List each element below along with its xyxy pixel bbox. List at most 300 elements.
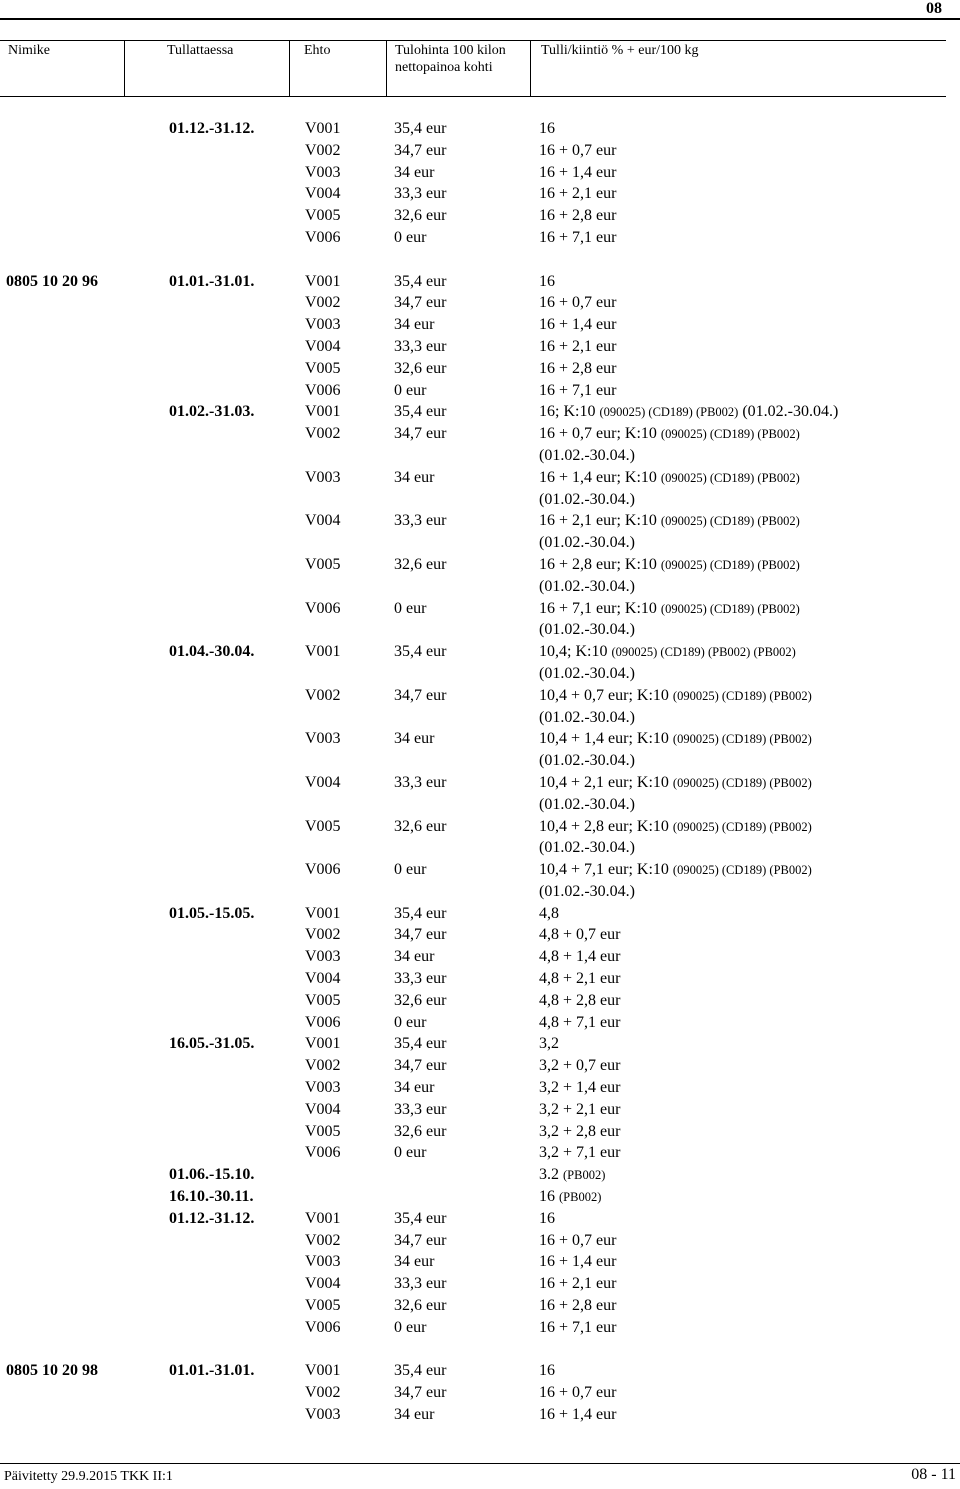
duty-rate [539,205,616,227]
duty-rate [539,162,616,184]
table-row [0,140,960,162]
condition-code: V004 [305,1275,341,1293]
entry-price: 35,4 eur [394,120,447,137]
condition-code: V006 [305,228,341,246]
table-row [0,1382,960,1404]
table-row [0,1099,960,1121]
entry-price: 34 eur [394,1406,435,1424]
duty-main: 10,4 + 7,1 eur; K:10 [539,861,669,879]
entry-price: 34,7 eur [394,1384,447,1402]
table-row [0,903,960,925]
table-row [0,598,960,620]
duty-rate [539,183,616,205]
duty-main: 16 + 2,1 eur; K:10 [539,512,657,530]
entry-price: 33,3 eur [394,185,447,203]
table-row [0,314,960,336]
duty-rate [539,859,812,882]
tariff-code: 0805 10 20 98 [6,1362,98,1380]
condition-code: V001 [305,120,341,137]
entry-price: 34,7 eur [394,294,447,312]
duty-rate [539,1317,616,1339]
duty-notes: (090025) (CD189) (PB002) [672,775,812,790]
condition-code: V003 [305,948,341,966]
duty-rate [539,1230,616,1252]
condition-code: V004 [305,1100,341,1118]
condition-code: V006 [305,861,341,879]
duty-rate [539,489,635,511]
duty-main: 16 + 1,4 eur; K:10 [539,468,657,486]
condition-code: V006 [305,381,341,399]
duty-main: (01.02.-30.04.) [539,664,635,682]
table-row [0,968,960,990]
table-row [0,532,960,554]
table-row [0,271,960,293]
duty-rate [539,598,800,621]
duty-notes: (090025) (CD189) (PB002) [660,601,800,616]
period: 16.05.-31.05. [169,1035,255,1053]
duty-rate [539,423,800,446]
entry-price: 35,4 eur [394,1362,447,1380]
duty-main: 16 + 1,4 eur [539,1406,617,1424]
table-row [0,1142,960,1164]
duty-rate [539,292,616,314]
entry-price: 35,4 eur [394,272,447,290]
duty-rate [539,881,635,903]
table-row [0,1121,960,1143]
duty-notes: (090025) (CD189) (PB002) [660,514,800,529]
duty-rate [539,990,620,1012]
duty-rate [539,1121,620,1143]
duty-rate [539,467,800,490]
duty-rate [539,619,635,641]
condition-code: V001 [305,272,341,290]
table-row [0,554,960,576]
table-row [0,1208,960,1230]
table-row [0,837,960,859]
condition-code: V003 [305,730,341,748]
condition-code: V001 [305,403,341,421]
duty-rate [539,271,555,293]
duty-rate [539,1186,601,1209]
duty-main: 10,4; K:10 [539,643,608,661]
duty-rate [539,1251,616,1273]
duty-main: 16 + 1,4 eur [539,163,617,181]
entry-price: 34 eur [394,468,435,486]
table-row [0,162,960,184]
entry-price: 0 eur [394,381,427,399]
entry-price: 33,3 eur [394,773,447,791]
table-header [0,40,946,97]
duty-rate [539,227,616,249]
duty-notes: (090025) (CD189) (PB002) [660,557,800,572]
duty-rate [539,1295,616,1317]
table-row [0,1339,960,1361]
period: 01.06.-15.10. [169,1166,255,1184]
duty-main: 10,4 + 2,8 eur; K:10 [539,817,669,835]
entry-price: 35,4 eur [394,1035,447,1053]
duty-rate [539,946,620,968]
duty-main: 4,8 + 2,8 eur [539,991,621,1009]
entry-price: 0 eur [394,861,427,879]
duty-rate [539,401,838,424]
duty-main: 16 + 7,1 eur; K:10 [539,599,657,617]
condition-code: V004 [305,970,341,988]
entry-price: 33,3 eur [394,1100,447,1118]
duty-rate [539,1012,620,1034]
condition-code: V006 [305,1318,341,1336]
table-row [0,401,960,423]
entry-price: 32,6 eur [394,359,447,377]
condition-code: V006 [305,1144,341,1162]
duty-rate [539,968,620,990]
duty-main: 3,2 [539,1035,559,1053]
table-row [0,924,960,946]
duty-rate [539,140,616,162]
duty-main: 16 + 2,1 eur [539,337,617,355]
duty-main: 4,8 + 0,7 eur [539,926,621,944]
condition-code: V005 [305,1297,341,1315]
duty-main: 3,2 + 7,1 eur [539,1144,621,1162]
duty-main: 16 + 1,4 eur [539,1253,617,1271]
duty-rate [539,336,616,358]
table-row [0,1360,960,1382]
condition-code: V002 [305,1231,341,1249]
duty-rate [539,1077,620,1099]
condition-code: V005 [305,359,341,377]
period: 01.01.-31.01. [169,1362,255,1380]
duty-rate [539,772,812,795]
duty-main: 16 [539,1209,555,1227]
entry-price: 32,6 eur [394,555,447,573]
table-row [0,641,960,663]
table-row [0,380,960,402]
table-row [0,1055,960,1077]
duty-main: 16 + 7,1 eur [539,228,617,246]
duty-rate [539,816,812,839]
duty-main: 16 + 2,1 eur [539,1275,617,1293]
duty-rate [539,1404,616,1426]
duty-rate [539,1164,605,1187]
period: 01.12.-31.12. [169,1209,255,1227]
duty-main: 16 [539,272,555,290]
duty-main: 3,2 + 0,7 eur [539,1057,621,1075]
entry-price: 32,6 eur [394,1297,447,1315]
entry-price: 34 eur [394,1253,435,1271]
table-row [0,728,960,750]
duty-main: 16 [539,1362,555,1380]
duty-notes: (090025) (CD189) (PB002) [672,863,812,878]
page-footer [0,1463,960,1489]
top-rule [0,18,960,20]
duty-main: 4,8 + 7,1 eur [539,1013,621,1031]
duty-main: (01.02.-30.04.) [539,752,635,770]
header-tullattaessa: Tullattaessa [125,41,290,97]
entry-price: 34,7 eur [394,425,447,443]
duty-main: (01.02.-30.04.) [539,534,635,552]
duty-rate [539,576,635,598]
duty-main: 16 + 2,1 eur [539,185,617,203]
period: 16.10.-30.11. [169,1188,254,1206]
condition-code: V005 [305,207,341,225]
condition-code: V002 [305,686,341,704]
duty-main: 10,4 + 1,4 eur; K:10 [539,730,669,748]
duty-main: 16 [539,120,555,137]
duty-main: 16 + 2,8 eur [539,207,617,225]
duty-main: 16 + 7,1 eur [539,1318,617,1336]
duty-main: 10,4 + 2,1 eur; K:10 [539,773,669,791]
duty-rate [539,924,620,946]
condition-code: V002 [305,1384,341,1402]
table-row [0,707,960,729]
condition-code: V001 [305,1362,341,1380]
duty-rate [539,445,635,467]
duty-notes: (090025) (CD189) (PB002) [672,688,812,703]
table-row [0,336,960,358]
header-tulohinta-line1: Tulohinta 100 kilon [395,43,506,58]
table-row [0,750,960,772]
table-row [0,467,960,489]
header-tulohinta-line2: nettopainoa kohti [395,60,493,75]
chapter-number: 08 [926,0,942,17]
table-row [0,1164,960,1186]
entry-price: 33,3 eur [394,512,447,530]
period: 01.04.-30.04. [169,643,255,661]
duty-main: 4,8 + 2,1 eur [539,970,621,988]
entry-price: 34 eur [394,1079,435,1097]
duty-main: (01.02.-30.04.) [539,708,635,726]
duty-main: 16 + 1,4 eur [539,316,617,334]
duty-rate [539,837,635,859]
table-row [0,249,960,271]
duty-main: (01.02.-30.04.) [539,621,635,639]
condition-code: V001 [305,643,341,661]
duty-main: 4,8 + 1,4 eur [539,948,621,966]
duty-main: 16 + 0,7 eur; K:10 [539,425,657,443]
duty-notes: (090025) (CD189) (PB002) [599,405,739,420]
condition-code: V003 [305,1406,341,1424]
duty-main: 16 + 0,7 eur [539,141,617,159]
entry-price: 34 eur [394,730,435,748]
duty-main: 16 + 0,7 eur [539,1384,617,1402]
table-row [0,118,960,140]
tariff-table-body [0,118,960,1426]
entry-price: 33,3 eur [394,970,447,988]
duty-main: (01.02.-30.04.) [539,490,635,508]
duty-main: 16 [539,1188,555,1206]
table-row [0,1273,960,1295]
condition-code: V005 [305,555,341,573]
period: 01.02.-31.03. [169,403,255,421]
condition-code: V003 [305,468,341,486]
duty-rate [539,510,800,533]
duty-rate [539,1099,620,1121]
table-row [0,1230,960,1252]
table-row [0,685,960,707]
period: 01.05.-15.05. [169,904,255,922]
condition-code: V004 [305,512,341,530]
condition-code: V006 [305,599,341,617]
condition-code: V003 [305,316,341,334]
duty-rate [539,794,635,816]
table-row [0,576,960,598]
condition-code: V004 [305,337,341,355]
duty-main: 16 + 2,8 eur [539,359,617,377]
duty-rate [539,1208,555,1230]
duty-main: 3,2 + 2,1 eur [539,1100,621,1118]
duty-rate [539,380,616,402]
table-row [0,489,960,511]
duty-main: 4,8 [539,904,559,922]
duty-main: (01.02.-30.04.) [539,882,635,900]
table-row [0,1317,960,1339]
table-row [0,445,960,467]
duty-notes: (090025) (CD189) (PB002) [660,427,800,442]
table-row [0,859,960,881]
duty-rate [539,532,635,554]
entry-price: 35,4 eur [394,403,447,421]
duty-rate [539,118,555,140]
header-tulohinta [387,41,531,97]
entry-price: 0 eur [394,1013,427,1031]
duty-main: 16 + 2,8 eur; K:10 [539,555,657,573]
duty-main: (01.02.-30.04.) [539,446,635,464]
duty-main: 16 + 0,7 eur [539,1231,617,1249]
table-row [0,205,960,227]
duty-rate [539,1273,616,1295]
duty-rate [539,707,635,729]
header-tulli: Tulli/kiintiö % + eur/100 kg [541,43,699,58]
entry-price: 0 eur [394,1318,427,1336]
entry-price: 32,6 eur [394,1122,447,1140]
duty-notes: (PB002) [559,1190,602,1205]
entry-price: 34 eur [394,316,435,334]
duty-rate [539,903,559,925]
condition-code: V001 [305,1035,341,1053]
table-row [0,816,960,838]
entry-price: 33,3 eur [394,337,447,355]
condition-code: V003 [305,1253,341,1271]
duty-rate [539,358,616,380]
duty-rate [539,1033,559,1055]
table-row [0,794,960,816]
duty-notes: (090025) (CD189) (PB002) [672,732,812,747]
duty-rate [539,1360,555,1382]
table-row [0,1077,960,1099]
entry-price: 34,7 eur [394,141,447,159]
duty-rate [539,685,812,708]
duty-notes: (PB002) [563,1168,606,1183]
duty-main: 10,4 + 0,7 eur; K:10 [539,686,669,704]
duty-notes: (090025) (CD189) (PB002) [660,470,800,485]
duty-main: 3,2 + 2,8 eur [539,1122,621,1140]
condition-code: V005 [305,1122,341,1140]
condition-code: V004 [305,773,341,791]
duty-main: 3.2 [539,1166,559,1184]
duty-main: 16 + 0,7 eur [539,294,617,312]
entry-price: 34 eur [394,948,435,966]
duty-rate [539,728,812,751]
table-row [0,1033,960,1055]
table-row [0,1404,960,1426]
table-row [0,990,960,1012]
condition-code: V003 [305,163,341,181]
condition-code: V002 [305,926,341,944]
duty-notes: (090025) (CD189) (PB002) (PB002) [611,645,796,660]
table-row [0,227,960,249]
duty-main: (01.02.-30.04.) [539,795,635,813]
condition-code: V002 [305,425,341,443]
condition-code: V004 [305,185,341,203]
table-row [0,1186,960,1208]
entry-price: 34,7 eur [394,686,447,704]
tariff-code: 0805 10 20 96 [6,272,98,290]
entry-price: 34,7 eur [394,1057,447,1075]
condition-code: V002 [305,294,341,312]
condition-code: V003 [305,1079,341,1097]
table-row [0,510,960,532]
duty-main: 16 + 7,1 eur [539,381,617,399]
entry-price: 32,6 eur [394,207,447,225]
duty-rate [539,1055,620,1077]
duty-rate [539,314,616,336]
duty-main: 16 + 2,8 eur [539,1297,617,1315]
period: 01.01.-31.01. [169,272,255,290]
duty-rate [539,663,635,685]
duty-rate [539,1142,620,1164]
table-row [0,183,960,205]
table-row [0,1295,960,1317]
condition-code: V002 [305,141,341,159]
condition-code: V005 [305,817,341,835]
duty-notes: (090025) (CD189) (PB002) [672,819,812,834]
entry-price: 0 eur [394,599,427,617]
condition-code: V001 [305,1209,341,1227]
duty-rate [539,554,800,577]
duty-main: 3,2 + 1,4 eur [539,1079,621,1097]
duty-rate [539,641,796,664]
table-row [0,881,960,903]
table-row [0,358,960,380]
entry-price: 32,6 eur [394,991,447,1009]
condition-code: V001 [305,904,341,922]
condition-code: V006 [305,1013,341,1031]
table-row [0,292,960,314]
table-row [0,619,960,641]
footer-updated: Päivitetty 29.9.2015 TKK II:1 [4,1469,173,1484]
entry-price: 35,4 eur [394,643,447,661]
entry-price: 0 eur [394,1144,427,1162]
page-number: 08 - 11 [911,1466,956,1483]
duty-rate [539,1382,616,1404]
entry-price: 35,4 eur [394,904,447,922]
table-row [0,663,960,685]
entry-price: 33,3 eur [394,1275,447,1293]
table-row [0,1251,960,1273]
condition-code: V002 [305,1057,341,1075]
duty-main: (01.02.-30.04.) [539,839,635,857]
table-row [0,772,960,794]
entry-price: 34,7 eur [394,1231,447,1249]
duty-rate [539,750,635,772]
table-row [0,946,960,968]
condition-code: V005 [305,991,341,1009]
entry-price: 0 eur [394,228,427,246]
entry-price: 34 eur [394,163,435,181]
table-row [0,1012,960,1034]
header-ehto: Ehto [290,41,387,97]
duty-main: (01.02.-30.04.) [539,577,635,595]
entry-price: 32,6 eur [394,817,447,835]
